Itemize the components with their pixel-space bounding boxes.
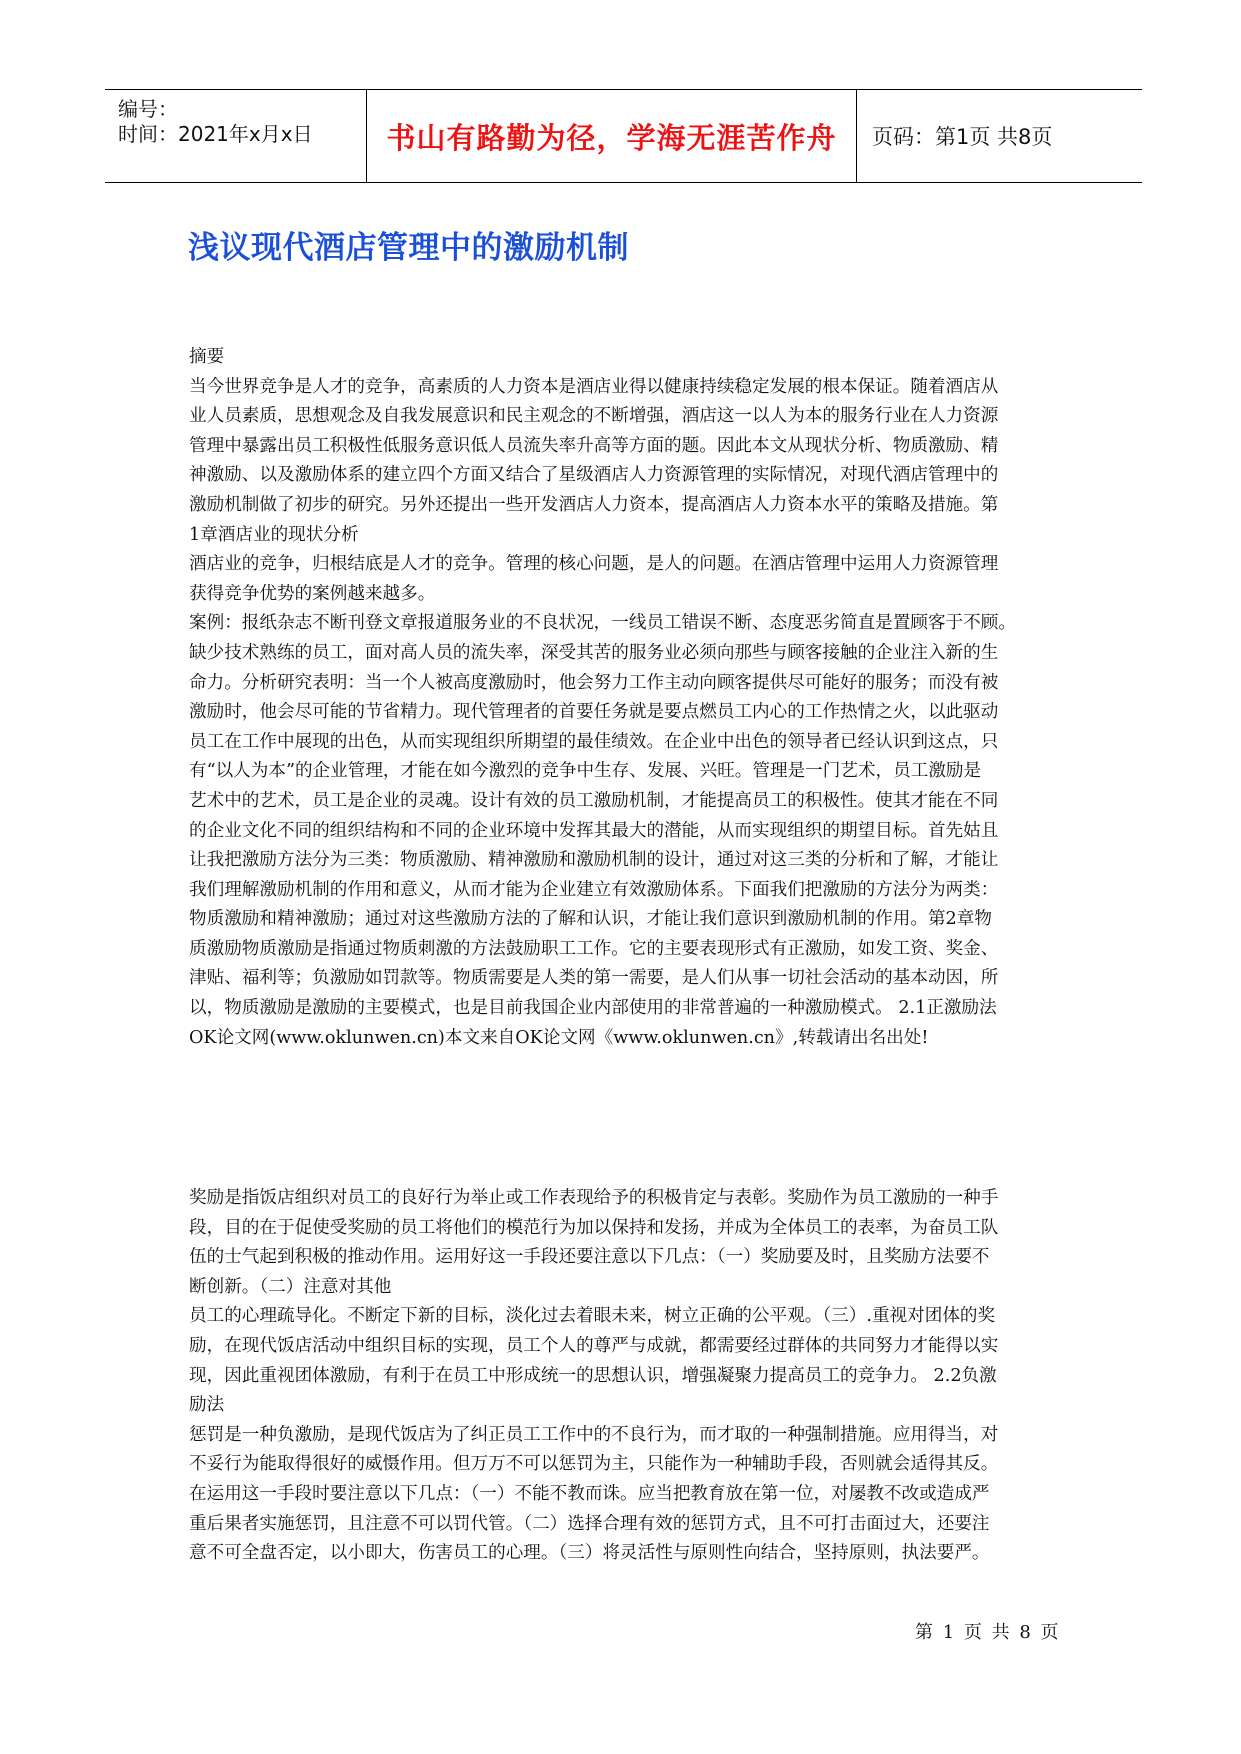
text-line: 段，目的在于促使受奖励的员工将他们的模范行为加以保持和发扬，并成为全体员工的表率，为奋员工队 — [189, 1217, 999, 1238]
text-line: 命力。分析研究表明：当一个人被高度激励时，他会努力工作主动向顾客提供尽可能好的服务；而没有被 — [189, 672, 999, 693]
page-header — [105, 89, 1142, 183]
text-line: 缺少技术熟练的员工，面对高人员的流失率，深受其苦的服务业必须向那些与顾客接触的企业注入新的生 — [189, 642, 999, 663]
page-footer: 第 1 页 共 8 页 — [915, 1622, 1059, 1643]
text-line: 断创新。（二）注意对其他 — [189, 1276, 392, 1297]
text-line: 励，在现代饭店活动中组织目标的实现，员工个人的尊严与成就，都需要经过群体的共同努力才能得以实 — [189, 1335, 999, 1356]
motto: 书山有路勤为径，学海无涯苦作舟 — [386, 120, 837, 155]
text-line: 艺术中的艺术，员工是企业的灵魂。设计有效的员工激励机制，才能提高员工的积极性。使其才能在不同 — [189, 790, 999, 811]
text-line: 激励机制做了初步的研究。另外还提出一些开发酒店人力资本，提高酒店人力资本水平的策略及措施。第 — [189, 494, 999, 515]
text-line: 不妥行为能取得很好的威慑作用。但万万不可以惩罚为主，只能作为一种辅助手段，否则就会适得其反。 — [189, 1454, 999, 1475]
text-line: 意不可全盘否定，以小即大，伤害员工的心理。（三）将灵活性与原则性向结合，坚持原则，执法要严。 — [189, 1543, 990, 1564]
text-line: 质激励物质激励是指通过物质刺激的方法鼓励职工工作。它的主要表现形式有正激励，如发工资、奖金、 — [189, 938, 999, 959]
text-line: 管理中暴露出员工积极性低服务意识低人员流失率升高等方面的题。因此本文从现状分析、物质激励、精 — [189, 435, 999, 456]
text-line: 神激励、以及激励体系的建立四个方面又结合了星级酒店人力资源管理的实际情况，对现代酒店管理中的 — [189, 465, 999, 486]
text-line: 员工的心理疏导化。不断定下新的目标，淡化过去着眼未来，树立正确的公平观。（三）.重视对团体的奖 — [189, 1306, 996, 1327]
text-line: 1章酒店业的现状分析 — [189, 524, 359, 545]
page-info: 页码：第1页 共8页 — [872, 125, 1053, 149]
time-label: 时间：2021年x月x日 — [118, 122, 313, 146]
text-line: 在运用这一手段时要注意以下几点：（一）不能不教而诛。应当把教育放在第一位，对屡教不改或造成严 — [189, 1483, 990, 1504]
text-line: 物质激励和精神激励；通过对这些激励方法的了解和认识，才能让我们意识到激励机制的作用。第2章物 — [189, 909, 992, 930]
text-line: 励法 — [189, 1395, 225, 1416]
document-title: 浅议现代酒店管理中的激励机制 — [188, 230, 629, 266]
header-info-cell — [105, 90, 367, 182]
body-text-block-2 — [189, 1184, 1049, 1569]
text-line: 的企业文化不同的组织结构和不同的企业环境中发挥其最大的潜能，从而实现组织的期望目标。首先姑且 — [189, 820, 999, 841]
text-line: 酒店业的竞争，归根结底是人才的竞争。管理的核心问题，是人的问题。在酒店管理中运用人力资源管理 — [189, 554, 999, 575]
text-line: 案例：报纸杂志不断刊登文章报道服务业的不良状况，一线员工错误不断、态度恶劣简直是置顾客于不顾。 — [189, 613, 1016, 634]
text-line: 激励时，他会尽可能的节省精力。现代管理者的首要任务就是要点燃员工内心的工作热情之火，以此驱动 — [189, 702, 999, 723]
text-line: 重后果者实施惩罚，且注意不可以罚代管。（二）选择合理有效的惩罚方式，且不可打击面过大，还要注 — [189, 1513, 990, 1534]
text-line: 有“以人为本”的企业管理，才能在如今激烈的竞争中生存、发展、兴旺。管理是一门艺术，员工激励是 — [189, 761, 982, 782]
text-line: 当今世界竞争是人才的竞争，高素质的人力资本是酒店业得以健康持续稳定发展的根本保证。随着酒店从 — [189, 376, 999, 397]
text-line: 员工在工作中展现的出色，从而实现组织所期望的最佳绩效。在企业中出色的领导者已经认识到这点，只 — [189, 731, 999, 752]
serial-label: 编号： — [118, 97, 178, 121]
header-motto-cell — [367, 90, 857, 182]
text-line: 奖励是指饭店组织对员工的良好行为举止或工作表现给予的积极肯定与表彰。奖励作为员工激励的一种手 — [189, 1188, 999, 1208]
header-page-cell — [857, 90, 1142, 182]
text-line: 摘要 — [189, 347, 225, 367]
body-text-block-1 — [189, 343, 1049, 1053]
text-line: 让我把激励方法分为三类：物质激励、精神激励和激励机制的设计，通过对这三类的分析和了解，才能让 — [189, 850, 999, 871]
text-line: 获得竞争优势的案例越来越多。 — [189, 583, 436, 604]
text-line: 伍的士气起到积极的推动作用。运用好这一手段还要注意以下几点：（一）奖励要及时，且奖励方法要不 — [189, 1247, 990, 1268]
text-line: 我们理解激励机制的作用和意义，从而才能为企业建立有效激励体系。下面我们把激励的方法分为两类： — [189, 879, 999, 900]
text-line: 以，物质激励是激励的主要模式，也是目前我国企业内部使用的非常普遍的一种激励模式。 2.1正激励法 — [189, 998, 997, 1019]
text-line: 现，因此重视团体激励，有利于在员工中形成统一的思想认识，增强凝聚力提高员工的竞争力。 2.2负激 — [189, 1365, 997, 1386]
text-line: OK论文网(www.oklunwen.cn)本文来自OK论文网《www.oklunwen.cn》,转载请出名出处! — [189, 1027, 929, 1048]
text-line: 津贴、福利等；负激励如罚款等。物质需要是人类的第一需要，是人们从事一切社会活动的基本动因，所 — [189, 968, 999, 989]
text-line: 惩罚是一种负激励，是现代饭店为了纠正员工工作中的不良行为，而才取的一种强制措施。应用得当，对 — [189, 1424, 999, 1445]
text-line: 业人员素质，思想观念及自我发展意识和民主观念的不断增强，酒店这一以人为本的服务行业在人力资源 — [189, 406, 999, 427]
